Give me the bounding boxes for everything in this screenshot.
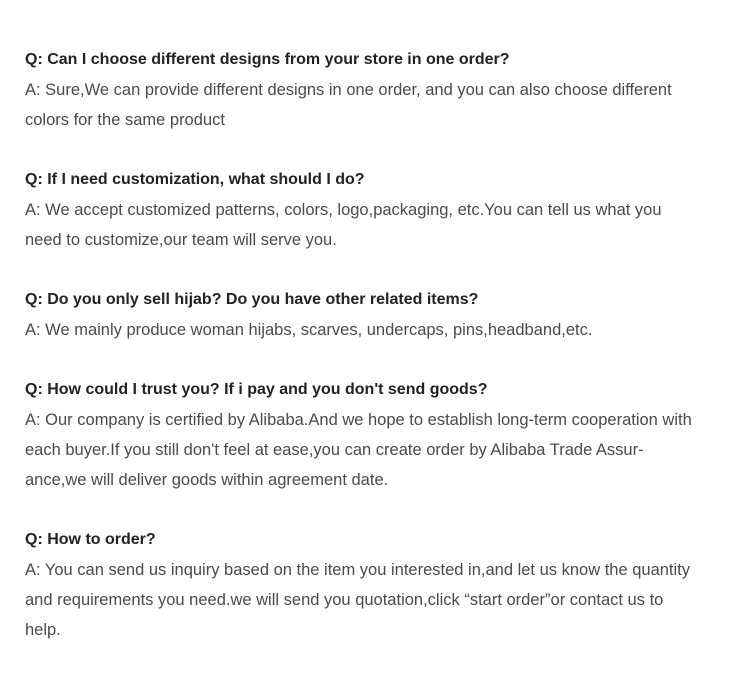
- faq-answer: [25, 405, 730, 495]
- faq-answer: [25, 555, 730, 645]
- faq-answer-line: A: You can send us inquiry based on the item you interested in,and let us know the quantity: [25, 561, 691, 579]
- faq-answer-line: help.: [25, 621, 61, 639]
- faq-answer: [25, 315, 730, 345]
- faq-answer-line: each buyer.If you still don't feel at ease,you can create order by Alibaba Trade Assur-: [25, 441, 644, 459]
- faq-item-order: [25, 525, 730, 645]
- faq-question: Q: Do you only sell hijab? Do you have other related items?: [25, 291, 479, 308]
- faq-answer-line: A: Our company is certified by Alibaba.And we hope to establish long-term cooperation with: [25, 411, 692, 429]
- faq-item-designs: [25, 45, 730, 135]
- faq-question: Q: How could I trust you? If i pay and you don't send goods?: [25, 381, 488, 398]
- faq-question: Q: How to order?: [25, 531, 156, 548]
- faq-answer-line: A: We accept customized patterns, colors, logo,packaging, etc.You can tell us what you: [25, 201, 662, 219]
- faq-answer-line: and requirements you need.we will send you quotation,click “start order”or contact us to: [25, 591, 664, 609]
- faq-item-products: [25, 285, 730, 345]
- faq-answer-line: A: We mainly produce woman hijabs, scarves, undercaps, pins,headband,etc.: [25, 321, 593, 339]
- faq-answer-line: A: Sure,We can provide different designs in one order, and you can also choose different: [25, 81, 672, 99]
- faq-answer: [25, 195, 730, 255]
- faq-answer-line: ance,we will deliver goods within agreement date.: [25, 471, 389, 489]
- faq-item-trust: [25, 375, 730, 495]
- faq-answer-line: need to customize,our team will serve you.: [25, 231, 337, 249]
- faq-question: Q: Can I choose different designs from your store in one order?: [25, 51, 510, 68]
- faq-answer: [25, 75, 730, 135]
- faq-answer-line: colors for the same product: [25, 111, 225, 129]
- faq-item-customization: [25, 165, 730, 255]
- faq-question: Q: If I need customization, what should I do?: [25, 171, 365, 188]
- faq-list: [25, 45, 730, 675]
